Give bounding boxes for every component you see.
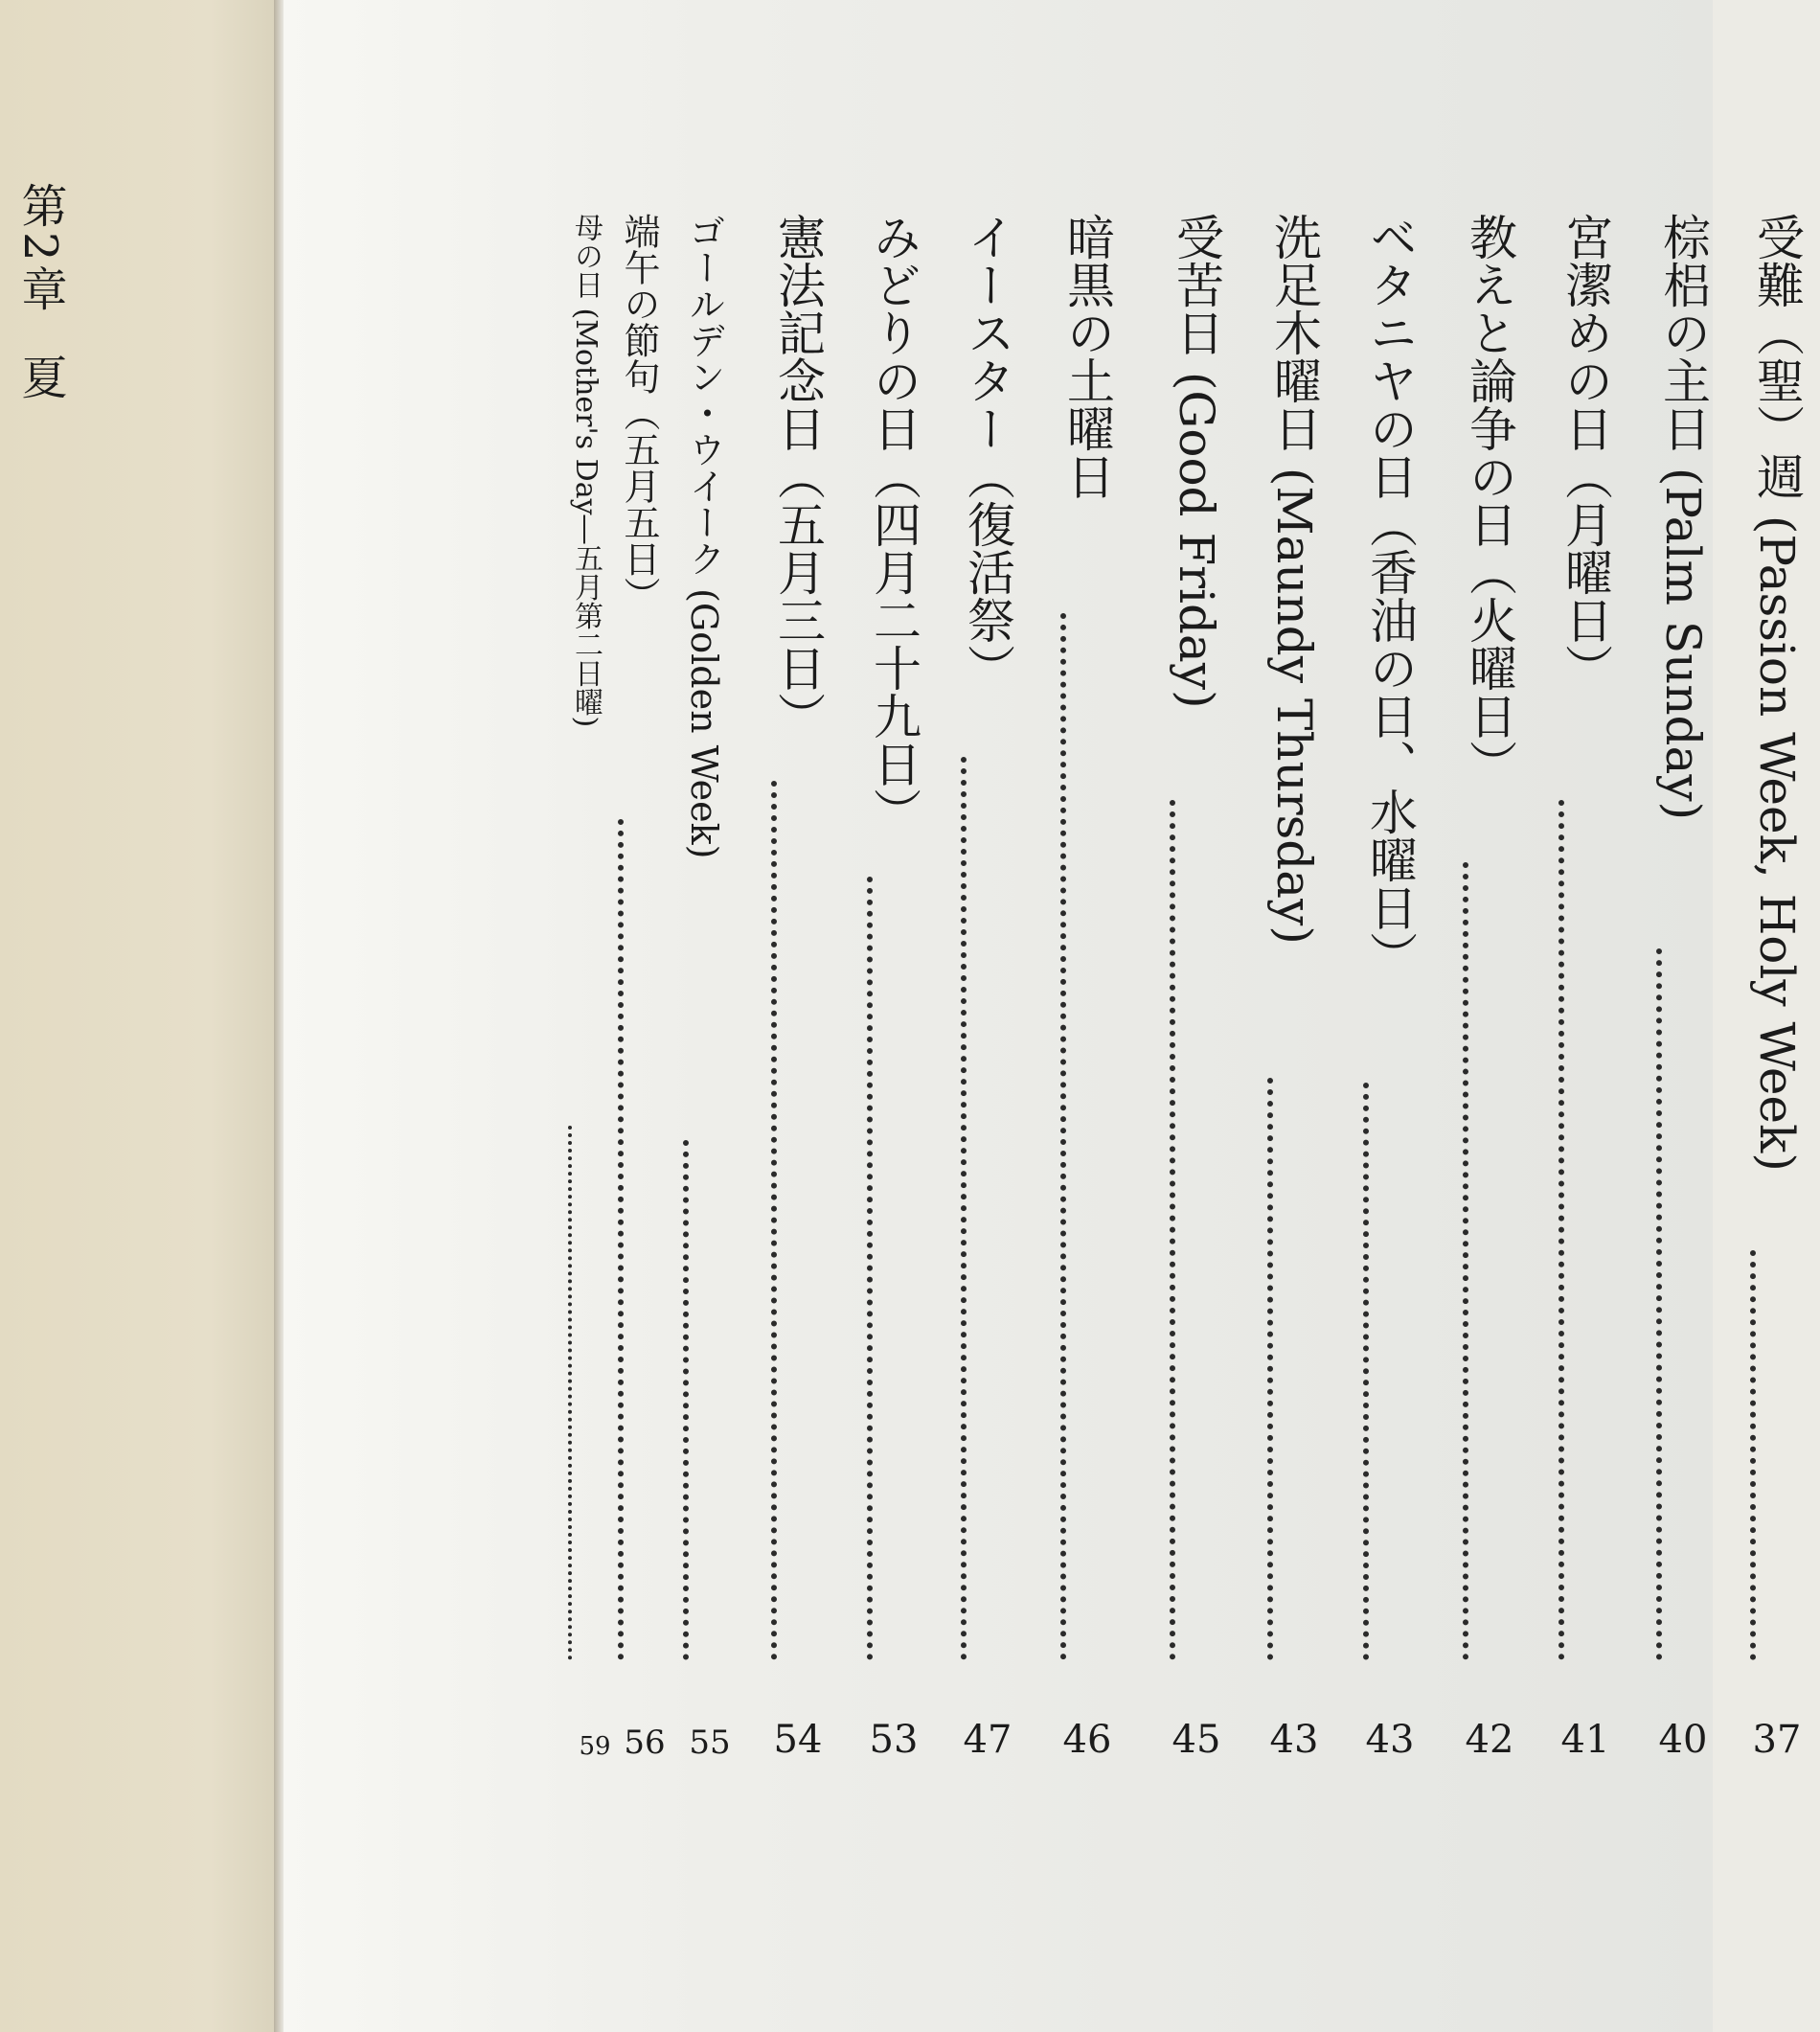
dot-leader [961, 757, 967, 1660]
toc-entry-page: 55 [689, 1724, 731, 1762]
toc-page [284, 0, 1805, 2032]
dot-leader [1750, 1250, 1756, 1660]
dot-leader [683, 1140, 689, 1660]
left-page [0, 0, 280, 2032]
toc-entry-page: 37 [1752, 1718, 1802, 1762]
toc-entry-page: 40 [1658, 1718, 1708, 1762]
dot-leader [771, 781, 777, 1660]
dot-leader [1656, 948, 1662, 1660]
toc-entry-title: みどりの日（四月二十九日） [866, 213, 921, 835]
dot-leader [1267, 1078, 1273, 1660]
toc-entry-page: 43 [1365, 1718, 1415, 1762]
chapter-heading [8, 182, 74, 403]
toc-entry-title: 受苦日 (Good Friday) [1169, 213, 1224, 709]
toc-entry-page: 46 [1062, 1718, 1112, 1762]
dot-leader [1463, 862, 1468, 1660]
toc-entry-title: 端午の節句（五月五日） [618, 213, 660, 613]
toc-entry-page: 45 [1172, 1718, 1221, 1762]
toc-entry-page: 42 [1465, 1718, 1514, 1762]
toc-entry-page: 59 [579, 1732, 611, 1761]
toc-entry-page: 41 [1560, 1718, 1610, 1762]
toc-entry-title: 宮潔めの日（月曜日） [1558, 213, 1613, 692]
toc-entry-page: 47 [963, 1718, 1012, 1762]
toc-entry-title: 教えと論争の日（火曜日） [1462, 213, 1517, 788]
toc-entry-title: 憲法記念日（五月三日） [770, 213, 826, 740]
dot-leader [867, 877, 873, 1660]
dot-leader [568, 1126, 572, 1660]
chapter-title: 夏 [13, 353, 67, 403]
toc-entry-title: 洗足木曜日 (Maundy Thursday) [1266, 213, 1322, 945]
dot-leader [1060, 613, 1066, 1660]
toc-entry-page: 53 [869, 1718, 919, 1762]
dot-leader [1363, 1083, 1369, 1660]
toc-entry-page: 43 [1269, 1718, 1319, 1762]
toc-entry-title: 暗黒の土曜日 [1059, 213, 1115, 500]
toc-entry-title: ゴールデン・ウイーク (Golden Week) [683, 213, 725, 859]
toc-entry-page: 54 [773, 1718, 823, 1762]
toc-entry-title: 棕梠の主日 (Palm Sunday) [1655, 213, 1711, 821]
dot-leader [1170, 800, 1175, 1660]
toc-entry-page: 56 [624, 1724, 666, 1762]
toc-entry-title: 受難（聖）週 (Passion Week, Holy Week) [1749, 213, 1805, 1172]
dot-leader [618, 819, 624, 1660]
dot-leader [1558, 800, 1564, 1660]
chapter-number: 第2章 [13, 182, 67, 315]
toc-entry-title: ベタニヤの日（香油の日、水曜日） [1362, 213, 1418, 979]
toc-entry-title: 母の日 (Mother's Day―五月第二日曜) [569, 213, 603, 728]
toc-entry-title: イースター（復活祭） [960, 213, 1015, 692]
